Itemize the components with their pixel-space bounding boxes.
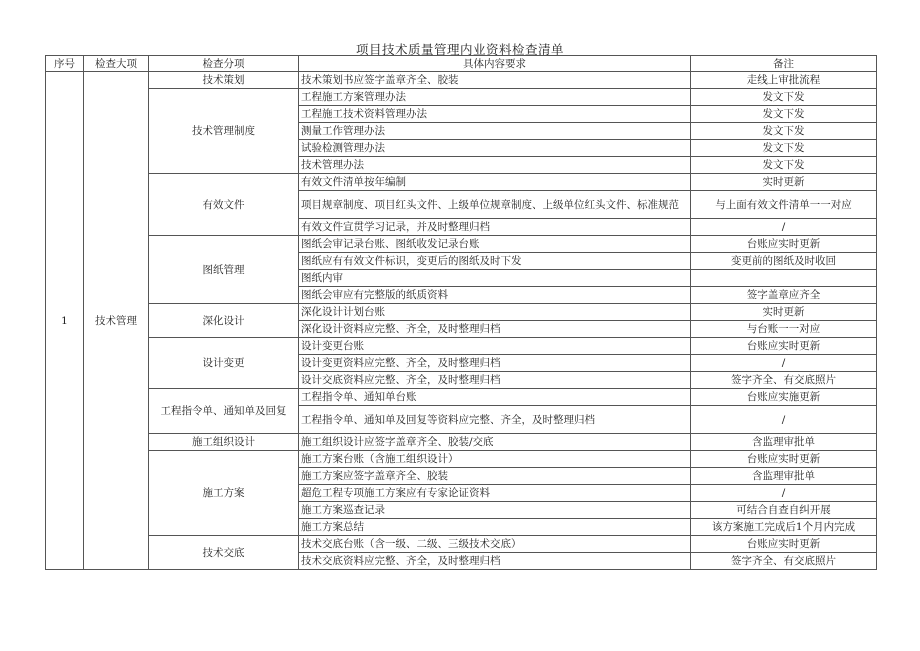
note-cell: 实时更新	[691, 304, 877, 321]
note-cell: 走线上审批流程	[691, 72, 877, 89]
requirement-cell: 施工方案总结	[299, 519, 691, 536]
subcategory-cell: 施工组织设计	[149, 434, 299, 451]
requirement-cell: 深化设计资料应完整、齐全，及时整理归档	[299, 321, 691, 338]
note-cell: /	[691, 355, 877, 372]
table-row	[46, 536, 877, 553]
requirement-cell: 图纸会审记录台账、图纸收发记录台账	[299, 236, 691, 253]
subcategory-cell: 图纸管理	[149, 236, 299, 304]
note-cell: 台账应实时更新	[691, 338, 877, 355]
table-row	[46, 236, 877, 253]
requirement-cell: 工程指令单、通知单台账	[299, 389, 691, 406]
note-cell: 可结合自查自纠开展	[691, 502, 877, 519]
note-cell: 该方案施工完成后1个月内完成	[691, 519, 877, 536]
requirement-cell: 技术交底资料应完整、齐全，及时整理归档	[299, 553, 691, 570]
note-cell: 发文下发	[691, 140, 877, 157]
note-cell: 与台账一一对应	[691, 321, 877, 338]
subcategory-cell: 有效文件	[149, 174, 299, 236]
requirement-cell: 试验检测管理办法	[299, 140, 691, 157]
checklist-table	[45, 55, 877, 570]
note-cell: 含监理审批单	[691, 434, 877, 451]
requirement-cell: 项目规章制度、项目红头文件、上级单位规章制度、上级单位红头文件、标准规范	[299, 191, 691, 219]
checklist-body	[46, 72, 877, 570]
note-cell: 实时更新	[691, 174, 877, 191]
table-row	[46, 72, 877, 89]
header-subcategory: 检查分项	[149, 56, 299, 72]
table-row	[46, 89, 877, 106]
note-cell: 签字齐全、有交底照片	[691, 372, 877, 389]
note-cell: 台账应实施更新	[691, 389, 877, 406]
requirement-cell: 施工方案应签字盖章齐全、胶装	[299, 468, 691, 485]
note-cell: 签字盖章应齐全	[691, 287, 877, 304]
note-cell	[691, 270, 877, 287]
table-row	[46, 451, 877, 468]
requirement-cell: 图纸应有有效文件标识，变更后的图纸及时下发	[299, 253, 691, 270]
requirement-cell: 设计变更台账	[299, 338, 691, 355]
note-cell: 与上面有效文件清单一一对应	[691, 191, 877, 219]
note-cell: 发文下发	[691, 123, 877, 140]
subcategory-cell: 设计变更	[149, 338, 299, 389]
page-title: 项目技术质量管理内业资料检查清单	[355, 42, 564, 57]
note-cell: /	[691, 406, 877, 434]
requirement-cell: 有效文件宣贯学习记录，并及时整理归档	[299, 219, 691, 236]
note-cell: 台账应实时更新	[691, 236, 877, 253]
table-row	[46, 304, 877, 321]
table-row	[46, 389, 877, 406]
note-cell: 台账应实时更新	[691, 536, 877, 553]
requirement-cell: 技术策划书应签字盖章齐全、胶装	[299, 72, 691, 89]
subcategory-cell: 工程指令单、通知单及回复	[149, 389, 299, 434]
note-cell: 发文下发	[691, 89, 877, 106]
requirement-cell: 深化设计计划台账	[299, 304, 691, 321]
requirement-cell: 工程施工技术资料管理办法	[299, 106, 691, 123]
note-cell: 台账应实时更新	[691, 451, 877, 468]
header-note: 备注	[691, 56, 877, 72]
note-cell: /	[691, 485, 877, 502]
table-row	[46, 338, 877, 355]
requirement-cell: 技术管理办法	[299, 157, 691, 174]
requirement-cell: 设计交底资料应完整、齐全，及时整理归档	[299, 372, 691, 389]
subcategory-cell: 技术交底	[149, 536, 299, 570]
note-cell: 发文下发	[691, 106, 877, 123]
requirement-cell: 工程施工方案管理办法	[299, 89, 691, 106]
requirement-cell: 工程指令单、通知单及回复等资料应完整、齐全，及时整理归档	[299, 406, 691, 434]
requirement-cell: 测量工作管理办法	[299, 123, 691, 140]
table-row	[46, 434, 877, 451]
requirement-cell: 技术交底台账（含一级、二级、三级技术交底）	[299, 536, 691, 553]
group-number: 1	[46, 72, 84, 570]
subcategory-cell: 技术策划	[149, 72, 299, 89]
requirement-cell: 施工方案巡查记录	[299, 502, 691, 519]
requirement-cell: 设计变更资料应完整、齐全，及时整理归档	[299, 355, 691, 372]
header-no: 序号	[46, 56, 84, 72]
note-cell: 含监理审批单	[691, 468, 877, 485]
group-category: 技术管理	[84, 72, 149, 570]
header-category: 检查大项	[84, 56, 149, 72]
requirement-cell: 图纸会审应有完整版的纸质资料	[299, 287, 691, 304]
requirement-cell: 有效文件清单按年编制	[299, 174, 691, 191]
requirement-cell: 图纸内审	[299, 270, 691, 287]
header-requirement: 具体内容要求	[299, 56, 691, 72]
subcategory-cell: 技术管理制度	[149, 89, 299, 174]
requirement-cell: 施工组织设计应签字盖章齐全、胶装/交底	[299, 434, 691, 451]
note-cell: 变更前的图纸及时收回	[691, 253, 877, 270]
subcategory-cell: 深化设计	[149, 304, 299, 338]
note-cell: 签字齐全、有交底照片	[691, 553, 877, 570]
requirement-cell: 超危工程专项施工方案应有专家论证资料	[299, 485, 691, 502]
note-cell: /	[691, 219, 877, 236]
header-row	[46, 56, 877, 72]
note-cell: 发文下发	[691, 157, 877, 174]
requirement-cell: 施工方案台账（含施工组织设计）	[299, 451, 691, 468]
subcategory-cell: 施工方案	[149, 451, 299, 536]
table-row	[46, 174, 877, 191]
